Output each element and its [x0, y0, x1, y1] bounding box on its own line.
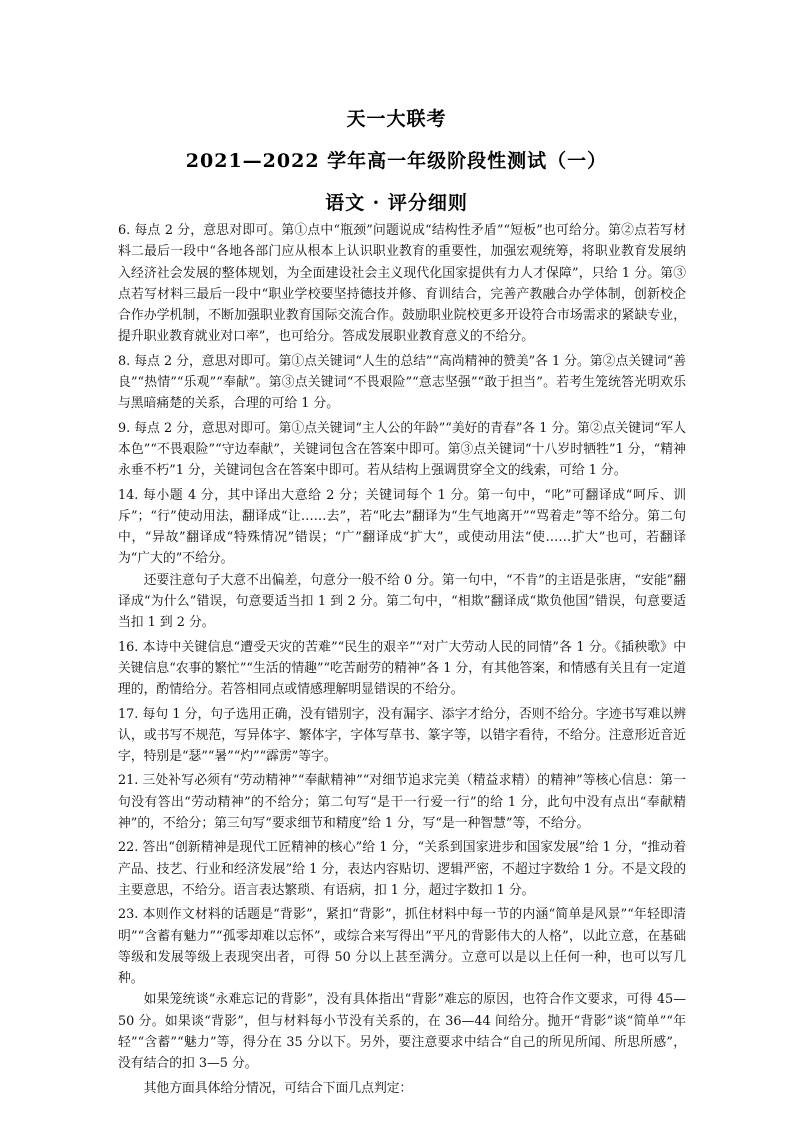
- rule-item-8: 8. 每点 2 分，意思对即可。第①点关键词“人生的总结”“高尚精神的赞美”各 1 分。第②点关键词“善良”“热情”“乐观”“奉献”。第③点关键词“不畏艰险”“意志坚强”“敢于担当”。若考生笼统答光明欢乐与黑暗痛楚的关系，合理的可给 1 分。: [118, 353, 686, 412]
- exam-union-title: 天一大联考: [346, 108, 447, 130]
- rule-item-6: 6. 每点 2 分，意思对即可。第①点中“瓶颈”问题说成“结构性矛盾”“短板”也可给分。第②点若写材料二最后一段中“各地各部门应从根本上认识职业教育的重要性，加强宏观统筹，将职业教育发展纳入经济社会发展的整体规划，为全面建设社会主义现代化国家提供有力人才保障”，只给 1 分。第③点若写材料三最后一段中“职业学校要坚持德技并修、育训结合，完善产教融合办学体制，创新校企合作办学机制，不断加强职业教育国际交流合作。鼓励职业院校更多开设符合市场需求的紧缺专业，提升职业教育就业对口率”，也可给分。答成发展职业教育意义的不给分。: [118, 223, 686, 345]
- scoring-rules-body: [118, 220, 686, 1099]
- rule-item-23: 23. 本则作文材料的话题是“背影”，紧扣“背影”，抓住材料中每一节的内涵“简单是风景”“年轻即清明”“含蓄有魅力”“孤零却难以忘怀”，或综合来写得出“平凡的背影伟大的人格”，以此立意，在基础等级和发展等级上表现突出者，可得 50 分以上甚至满分。立意可以是以上任何一种，也可以写几种。: [118, 907, 686, 987]
- rule-item-9: 9. 每点 2 分，意思对即可。第①点关键词“主人公的年龄”“美好的青春”各 1 分。第②点关键词“军人本色”“不畏艰险”“守边奉献”，关键词包含在答案中即可。第③点关键词“十八岁时牺牲”1 分，“精神永垂不朽”1 分，关键词包含在答案中即可。若从结构上强调贯穿全文的线索，可给 1 分。: [118, 420, 686, 479]
- section-title: 语文 · 评分细则: [325, 192, 468, 214]
- exam-subtitle: 2021—2022 学年高一年级阶段性测试（一）: [185, 150, 608, 172]
- rule-item-23-other: 其他方面具体给分情况，可结合下面几点判定：: [143, 1080, 413, 1096]
- rule-item-14: 14. 每小题 4 分，其中译出大意给 2 分；关键词每个 1 分。第一句中，“叱”可翻译成“呵斥、训斥”；“行”使动用法，翻译成“让……去”，若“叱去”翻译为“生气地离开”“骂着走”等不给分。第二句中，“异故”翻译成“特殊情况”错误；“广”翻译成“扩大”，或使动用法“使……扩大”也可，若翻译为“广大的”不给分。: [118, 487, 686, 567]
- rule-item-17: 17. 每句 1 分，句子选用正确，没有错别字，没有漏字、添字才给分，否则不给分。字迹书写难以辨认，或书写不规范，写异体字、繁体字，字体写草书、篆字等，以错字看待，不给分。注意形近音近字，特别是“瑟”“暑”“灼”“霹雳”等字。: [118, 706, 686, 765]
- rule-item-23-note: 如果笼统谈“永难忘记的背影”，没有具体指出“背影”难忘的原因，也符合作文要求，可得 45—50 分。如果谈“背影”，但与材料每小节没有关系的，在 36—44 间给分。抛开“背影”谈“简单”“年轻”“含蓄”“魅力”等，得分在 35 分以下。另外，要注意要求中结合“自己的所见所闻、所思所感”，没有结合的扣 3—5 分。: [118, 992, 686, 1072]
- rule-item-22: 22. 答出“创新精神是现代工匠精神的核心”给 1 分，“关系到国家进步和国家发展”给 1 分，“推动着产品、技艺、行业和经济发展”给 1 分，表达内容贴切、逻辑严密，不超过字数给 1 分。不是文段的主要意思，不给分。语言表达繁琐、有语病，扣 1 分，超过字数扣 1 分。: [118, 840, 686, 898]
- rule-item-14-note: 还要注意句子大意不出偏差，句意分一般不给 0 分。第一句中，“不肯”的主语是张唐，“安能”翻译成“为什么”错误，句意要适当扣 1 到 2 分。第二句中，“相欺”翻译成“欺负他国”错误，句意要适当扣 1 到 2 分。: [118, 572, 686, 631]
- rule-item-16: 16. 本诗中关键信息“遭受天灾的苦难”“民生的艰辛”“对广大劳动人民的同情”各 1 分。《插秧歌》中关键信息“农事的繁忙”“生活的情趣”“吃苦耐劳的精神”各 1 分，有其他答案，和情感有关且有一定道理的，酌情给分。若答相同点或情感理解明显错误的不给分。: [118, 639, 686, 698]
- rule-item-21: 21. 三处补写必须有“劳动精神”“奉献精神”“对细节追求完美（精益求精）的精神”等核心信息：第一句没有答出“劳动精神”的不给分；第二句写“是干一行爱一行”的给 1 分，此句中没有点出“奉献精神”的，不给分；第三句写“要求细节和精度”给 1 分，写“是一种智慧”等，不给分。: [118, 773, 686, 832]
